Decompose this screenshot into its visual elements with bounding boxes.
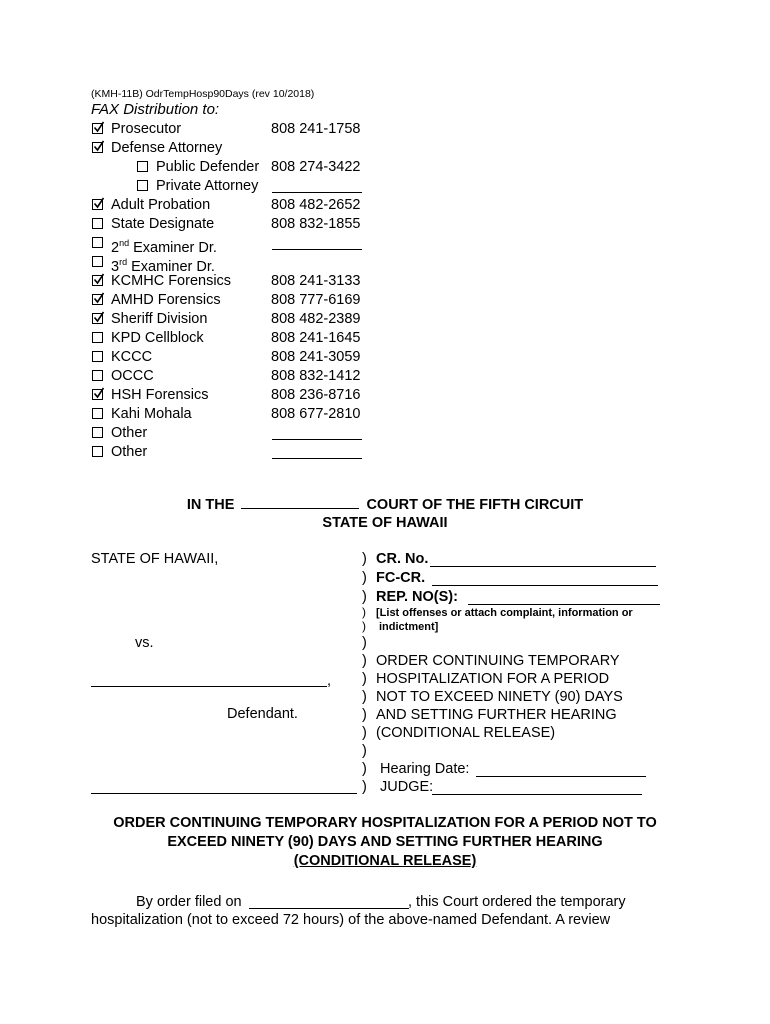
- defendant-comma: ,: [327, 673, 332, 689]
- judge-label: JUDGE:: [380, 779, 434, 795]
- distribution-row: [91, 253, 391, 275]
- distribution-label: 2nd Examiner Dr.: [111, 238, 217, 256]
- distribution-label: Kahi Mohala: [111, 406, 192, 422]
- defendant-name-blank[interactable]: [91, 686, 327, 687]
- distribution-row: [91, 272, 391, 291]
- checkmark-icon: [92, 272, 106, 286]
- court-heading-post: COURT OF THE FIFTH CIRCUIT: [366, 497, 584, 513]
- distribution-row: [91, 424, 391, 443]
- cr-no-label: CR. No.: [376, 551, 429, 567]
- rep-nos-blank[interactable]: [468, 604, 660, 605]
- distribution-row: [91, 215, 391, 234]
- fax-number: 808 241-3133: [271, 273, 361, 289]
- caption-paren: ): [362, 551, 367, 567]
- distribution-row: [91, 139, 391, 158]
- checkbox[interactable]: [92, 199, 103, 210]
- checkbox[interactable]: [92, 427, 103, 438]
- caption-paren: ): [362, 589, 367, 605]
- distribution-label: HSH Forensics: [111, 387, 209, 403]
- hearing-date-label: Hearing Date:: [380, 761, 470, 777]
- court-state: STATE OF HAWAII: [322, 515, 448, 531]
- fax-number-blank[interactable]: [272, 458, 362, 459]
- checkmark-icon: [92, 120, 106, 134]
- rep-nos-label: REP. NO(S):: [376, 589, 458, 605]
- fax-number: 808 832-1412: [271, 368, 361, 384]
- court-heading-pre: IN THE: [186, 497, 235, 513]
- plaintiff: STATE OF HAWAII,: [91, 551, 219, 567]
- caption-paren: ): [362, 743, 367, 759]
- defendant-label: Defendant.: [227, 706, 298, 722]
- fax-number: 808 832-1855: [271, 216, 361, 232]
- checkbox[interactable]: [92, 256, 103, 267]
- distribution-row: [91, 329, 391, 348]
- distribution-row: [91, 196, 391, 215]
- checkbox[interactable]: [92, 275, 103, 286]
- distribution-label: KCCC: [111, 349, 153, 365]
- checkmark-icon: [92, 196, 106, 210]
- versus: vs.: [135, 635, 154, 651]
- form-id: (KMH-11B) OdrTempHosp90Days (rev 10/2018): [91, 88, 315, 100]
- checkbox[interactable]: [92, 142, 103, 153]
- fax-distribution-list: [91, 120, 391, 462]
- distribution-row: [91, 443, 391, 462]
- fax-number-blank[interactable]: [272, 192, 362, 193]
- fax-number: 808 241-3059: [271, 349, 361, 365]
- checkmark-icon: [92, 139, 106, 153]
- fax-number-blank[interactable]: [272, 249, 362, 250]
- checkbox[interactable]: [92, 237, 103, 248]
- fax-distribution-title: FAX Distribution to:: [91, 101, 220, 118]
- caption-paren: ): [362, 619, 366, 633]
- caption-paren: ): [362, 779, 367, 795]
- order-title-line-3: NOT TO EXCEED NINETY (90) DAYS: [376, 689, 623, 705]
- court-heading: [0, 496, 770, 513]
- list-note-2: indictment]: [379, 621, 439, 633]
- caption-paren: ): [362, 671, 367, 687]
- distribution-label: 3rd Examiner Dr.: [111, 257, 215, 275]
- caption-bottom-line: [91, 793, 357, 794]
- order-title-line-1: ORDER CONTINUING TEMPORARY: [376, 653, 620, 669]
- doc-title-line-3: [0, 852, 770, 871]
- checkbox[interactable]: [92, 370, 103, 381]
- list-note-1: [List offenses or attach complaint, information or: [376, 607, 633, 619]
- checkbox[interactable]: [92, 408, 103, 419]
- distribution-row: [91, 386, 391, 405]
- checkbox[interactable]: [92, 218, 103, 229]
- doc-title-line-2: EXCEED NINETY (90) DAYS AND SETTING FURTHER HEARING: [167, 834, 603, 850]
- body-p1-pre: By order filed on: [136, 894, 242, 910]
- distribution-row: [91, 367, 391, 386]
- distribution-row: [91, 120, 391, 139]
- distribution-label: OCCC: [111, 368, 154, 384]
- fc-cr-blank[interactable]: [432, 585, 658, 586]
- distribution-row: [91, 348, 391, 367]
- distribution-label: Other: [111, 444, 148, 460]
- distribution-label: Defense Attorney: [111, 140, 223, 156]
- distribution-label: Prosecutor: [111, 121, 182, 137]
- checkmark-icon: [92, 291, 106, 305]
- distribution-label: AMHD Forensics: [111, 292, 221, 308]
- checkbox[interactable]: [92, 332, 103, 343]
- checkbox[interactable]: [137, 180, 148, 191]
- order-date-blank[interactable]: [249, 908, 409, 909]
- distribution-label: KCMHC Forensics: [111, 273, 232, 289]
- fax-number: 808 482-2652: [271, 197, 361, 213]
- caption-paren: ): [362, 570, 367, 586]
- distribution-row: [91, 310, 391, 329]
- fax-number: 808 777-6169: [271, 292, 361, 308]
- judge-blank[interactable]: [432, 794, 642, 795]
- caption-paren: ): [362, 605, 366, 619]
- distribution-label: Public Defender: [156, 159, 260, 175]
- fc-cr-label: FC-CR.: [376, 570, 426, 586]
- doc-title-line-1: ORDER CONTINUING TEMPORARY HOSPITALIZATION FOR A PERIOD NOT TO: [113, 815, 657, 831]
- distribution-label: Other: [111, 425, 148, 441]
- distribution-row: [91, 177, 391, 196]
- order-title-line-5: (CONDITIONAL RELEASE): [376, 725, 556, 741]
- caption-paren: ): [362, 635, 367, 651]
- distribution-label: Private Attorney: [156, 178, 259, 194]
- caption-paren: ): [362, 725, 367, 741]
- checkbox[interactable]: [137, 161, 148, 172]
- hearing-date-blank[interactable]: [476, 776, 646, 777]
- caption-paren: ): [362, 653, 367, 669]
- checkbox[interactable]: [92, 313, 103, 324]
- distribution-label: KPD Cellblock: [111, 330, 204, 346]
- body-p2: hospitalization (not to exceed 72 hours) of the above-named Defendant. A review: [91, 912, 611, 928]
- order-title-line-2: HOSPITALIZATION FOR A PERIOD: [376, 671, 610, 687]
- fax-number: 808 236-8716: [271, 387, 361, 403]
- fax-number: 808 274-3422: [271, 159, 361, 175]
- checkmark-icon: [92, 310, 106, 324]
- checkbox[interactable]: [92, 351, 103, 362]
- doc-title-line-3-text: (CONDITIONAL RELEASE): [293, 853, 477, 869]
- caption-paren: ): [362, 707, 367, 723]
- caption-paren: ): [362, 761, 367, 777]
- checkbox[interactable]: [92, 123, 103, 134]
- fax-number: 808 241-1758: [271, 121, 361, 137]
- distribution-row: [91, 291, 391, 310]
- distribution-label: Sheriff Division: [111, 311, 208, 327]
- distribution-label: State Designate: [111, 216, 215, 232]
- checkbox[interactable]: [92, 446, 103, 457]
- caption-paren: ): [362, 689, 367, 705]
- court-name-blank[interactable]: [241, 496, 359, 509]
- fax-number: 808 241-1645: [271, 330, 361, 346]
- checkbox[interactable]: [92, 389, 103, 400]
- cr-no-blank[interactable]: [430, 566, 656, 567]
- order-title-line-4: AND SETTING FURTHER HEARING: [376, 707, 617, 723]
- distribution-row: [91, 158, 391, 177]
- fax-number-blank[interactable]: [272, 439, 362, 440]
- checkbox[interactable]: [92, 294, 103, 305]
- body-p1-post: , this Court ordered the temporary: [408, 894, 626, 910]
- distribution-row: [91, 234, 391, 256]
- distribution-row: [91, 405, 391, 424]
- fax-number: 808 677-2810: [271, 406, 361, 422]
- fax-number: 808 482-2389: [271, 311, 361, 327]
- distribution-label: Adult Probation: [111, 197, 211, 213]
- checkmark-icon: [92, 386, 106, 400]
